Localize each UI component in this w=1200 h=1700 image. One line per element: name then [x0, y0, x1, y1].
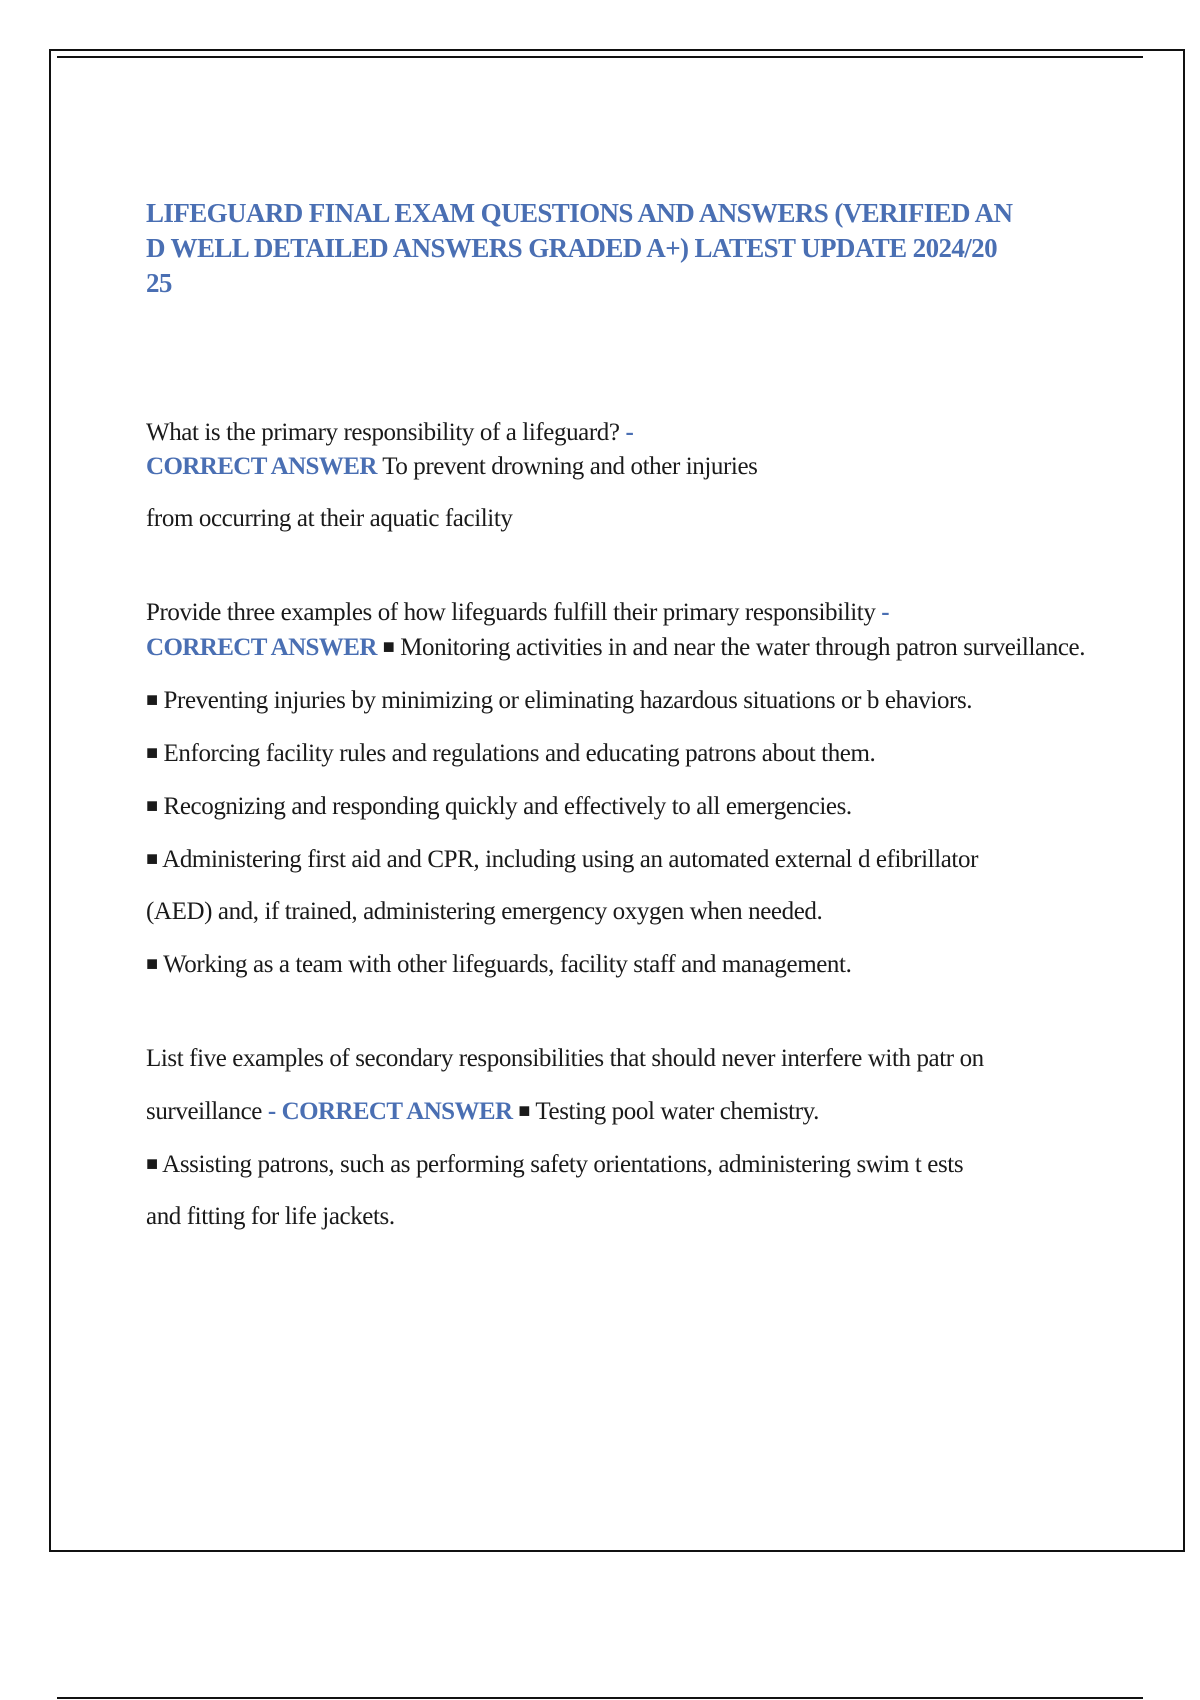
bullet-text: Enforcing facility rules and regulations and educating patrons about them.: [163, 740, 876, 767]
question-3-continuation: [146, 1094, 1086, 1129]
title-line-2: D WELL DETAILED ANSWERS GRADED A+) LATEST UPDATE 2024/20: [146, 233, 997, 263]
bullet-icon: ■: [382, 636, 395, 658]
bullet-text: Recognizing and responding quickly and effectively to all emergencies.: [163, 793, 852, 820]
answer-2-bullet-4: [146, 789, 1086, 824]
answer-2-bullet-3: [146, 736, 1086, 771]
answer-2-bullet-5: [146, 842, 1086, 877]
title-line-3: 25: [146, 268, 172, 298]
question-3-cont-text: surveillance: [146, 1098, 262, 1125]
answer-2-bullet-2: [146, 683, 1086, 718]
bullet-icon: ■: [146, 1153, 158, 1175]
bullet-icon: ■: [518, 1100, 530, 1122]
title-line-1: LIFEGUARD FINAL EXAM QUESTIONS AND ANSWERS (VERIFIED AN: [146, 198, 1013, 228]
answer-2-bullet-1: Monitoring activities in and near the water through patron surveillance.: [400, 634, 1086, 661]
question-block-3: [146, 1042, 1086, 1234]
answer-3-bullet-1: Testing pool water chemistry.: [535, 1098, 819, 1125]
answer-2-continuation: (AED) and, if trained, administering emergency oxygen when needed.: [146, 898, 823, 925]
bullet-text: Administering first aid and CPR, including using an automated external d efibrillator: [162, 846, 979, 873]
answer-1-line-1: To prevent drowning and other injuries: [382, 453, 758, 480]
bottom-rule: [57, 1697, 1143, 1699]
bullet-icon: ■: [146, 953, 158, 975]
bullet-icon: ■: [146, 848, 158, 870]
correct-answer-label: CORRECT ANSWER: [146, 453, 377, 480]
question-2: [146, 596, 1086, 665]
question-block-1: [146, 416, 1086, 536]
answer-2-bullet-6: [146, 947, 1086, 982]
correct-answer-label: CORRECT ANSWER: [146, 634, 377, 661]
answer-dash: -: [881, 599, 890, 626]
question-2-text: Provide three examples of how lifeguards fulfill their primary responsibility: [146, 599, 876, 626]
bullet-icon: ■: [146, 742, 158, 764]
bullet-text: Assisting patrons, such as performing safety orientations, administering swim t ests: [162, 1151, 964, 1178]
top-rule: [57, 56, 1143, 58]
answer-1-line-2: from occurring at their aquatic facility: [146, 505, 513, 532]
question-1: [146, 416, 1086, 484]
answer-dash: -: [267, 1098, 276, 1125]
bullet-text: Working as a team with other lifeguards, facility staff and management.: [163, 951, 852, 978]
question-3-text: List five examples of secondary responsibilities that should never interfere with patr on: [146, 1045, 984, 1072]
answer-3-bullet-2: [146, 1147, 1086, 1182]
bullet-icon: ■: [146, 689, 158, 711]
question-block-2: [146, 596, 1086, 982]
correct-answer-label: CORRECT ANSWER: [281, 1098, 513, 1125]
document-content: [146, 196, 1086, 1234]
answer-3-continuation: and fitting for life jackets.: [146, 1203, 395, 1230]
bullet-text: Preventing injuries by minimizing or eliminating hazardous situations or b ehaviors.: [163, 687, 973, 714]
bullet-icon: ■: [146, 795, 158, 817]
document-title: [146, 196, 1086, 301]
answer-dash: -: [625, 419, 634, 446]
question-1-text: What is the primary responsibility of a lifeguard?: [146, 419, 620, 446]
